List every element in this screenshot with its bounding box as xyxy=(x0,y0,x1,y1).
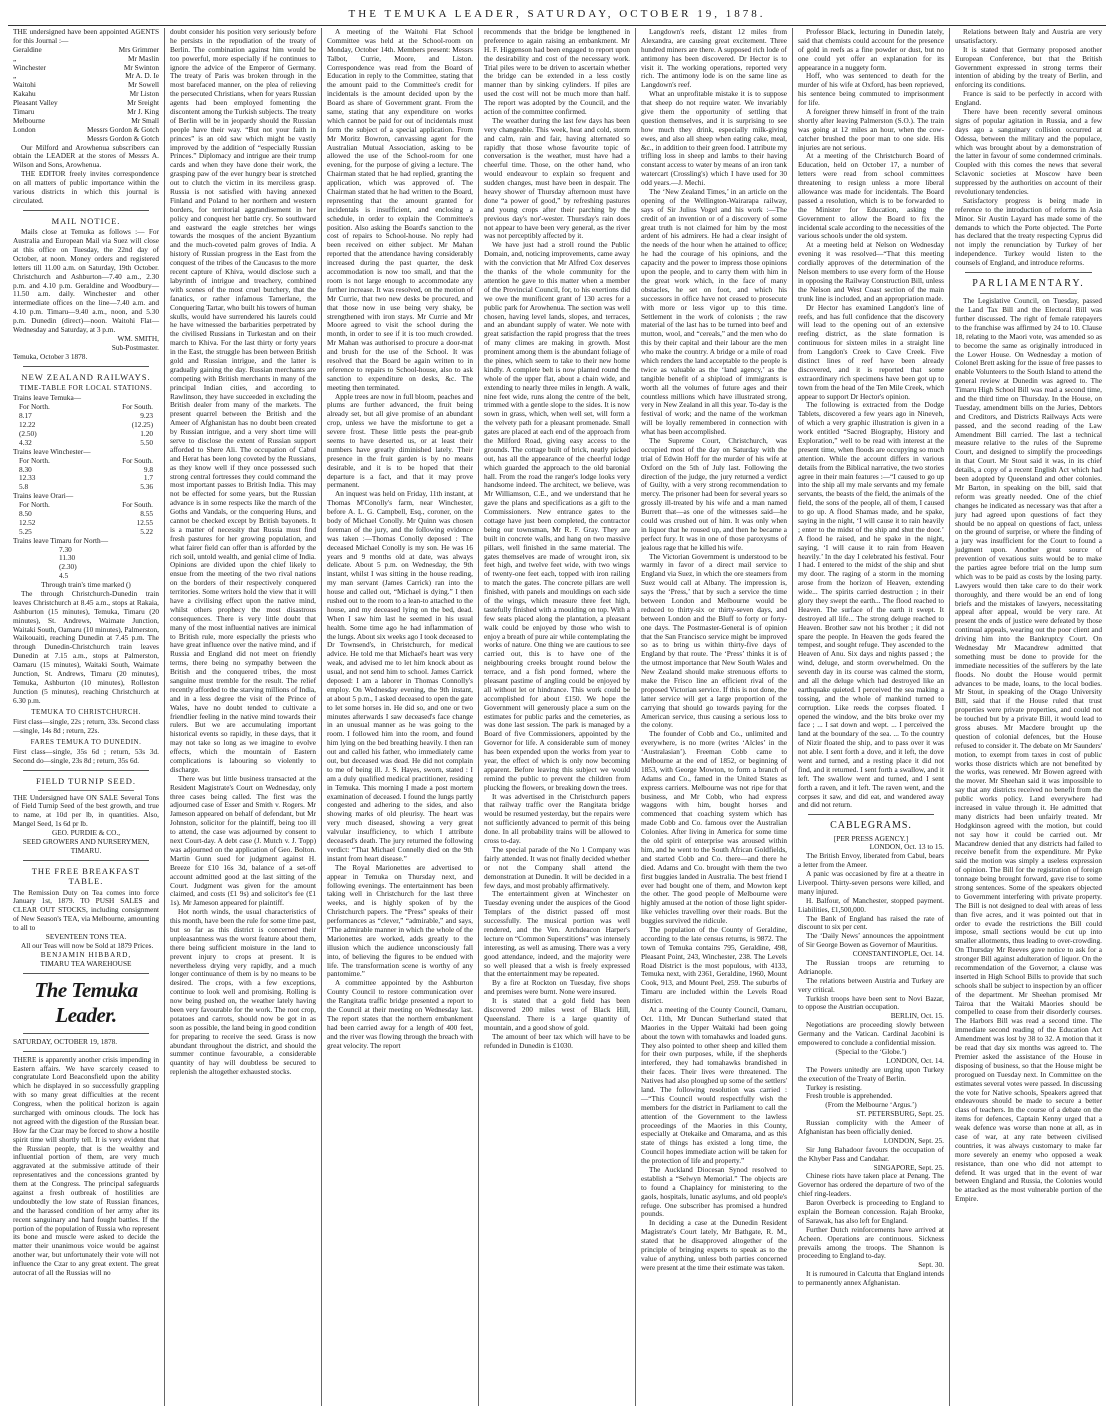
through-train-text: The through Christchurch-Dunedin train leaves Christchurch at 8.45 a.m., stops at Rakaia, Ashburton (15 minutes), Temuka, Timaru (20 minutes), St. Andrews, Waimate Junction, Waitaki South, Oamaru (10 minutes), Palmerston, Waikouaiti, reaching Dunedin at 7.45 p.m. The through Dunedin-Christchurch train leaves Dunedin at 7.15 a.m., stops at Palmerston, Oamaru (15 minutes), Waitaki South, Waimate Junction, St. Andrews, Timaru (20 minutes), Temuka, Ashburton (10 minutes), Rolleston Junction (5 minutes), reaching Christchurch at 6.30 p.m. xyxy=(13,589,159,705)
tea-text-2: All our Teas will now be Sold at 1879 Prices. xyxy=(21,940,154,950)
agent-place: „ xyxy=(13,71,17,81)
editor-note: THE EDITOR freely invites correspondence on all matters of public importance within the various districts in which this journal is circulated. xyxy=(13,169,159,205)
cable-item: Turkish troops have been sent to Novi Bazar, to oppose the Austrian occupation. xyxy=(798,993,944,1012)
dateline: ST. PETERSBURG, Sept. 25. xyxy=(856,1109,944,1119)
turnip-heading: FIELD TURNIP SEED. xyxy=(36,776,136,787)
divider xyxy=(980,293,1077,294)
timetable-row xyxy=(13,519,159,528)
divider xyxy=(23,860,149,861)
cable-item: Satisfactory progress is being made in reference to the introduction of reforms in Asia Minor. Sir Austin Layard has made some of the demands to which the Porte objected. The Porte has declared that the treaty respecting Cyprus did not imply the renunciation by Turkey of her independence. Turkey would listen to the counsels of England, and introduce reforms. xyxy=(955,195,1102,268)
cable-item: The relations between Austria and Turkey are very critical. xyxy=(798,975,944,994)
cable-source: (Special to the ‘Globe.’) xyxy=(835,1046,907,1056)
timetable-cell: (2.30) xyxy=(59,562,77,572)
article-fruit-trees: Apple trees are now in full bloom, peaches and plums are further advanced, the fruit being already set, but all give promise of an abundant crop, unless we have the misfortune to get a severe frost. These little pests the pear-grub seems to have deserted us, or at least their numbers have greatly diminished lately. Their presence in the fruit garden is by no means desirable, and it is to be hoped that their departure is a fact, and that it may prove permanent. xyxy=(327,391,473,490)
dateline: LONDON, Oct. 13 to 15. xyxy=(869,842,944,852)
dateline: Sept. 30. xyxy=(918,1260,944,1270)
mail-signature-title: Sub-Postmaster. xyxy=(111,342,159,352)
column-5 xyxy=(636,28,793,1406)
article-public-domain: We have just had a stroll round the Public Domain, and, noticing improvements, came away with the conviction that Mr Alfred Cox deserves the thanks of the whole community for the attention he gave to this matter when a member of the Provincial Council, for, to his exertions did we owe the munificent grant of 130 acres for a public park for Arowhenua. The section was well chosen, having level lands, slopes, and terraces, and an abundant supply of water. We note with great satisfaction the rapid progress that the trees of many climes are making in growth. Most prominent among them is the abundant foliage of the pines, which seem to take to their new home kindly. A complete belt is now planted round the whole of the upper flat, about a chain wide, and extending to nearly three miles in length. A walk, nine feet wide, runs along the centre of the belt, trimmed with a gentle slope to the sides. It is now sown in grass, which, when well set, will form a the velvety path for a pleasant promenade. Small gates are placed at each end of the approach from the Milford Road, giving easy access to the grounds. The cottage built of brick, neatly picked out, has all the appearance of the cheerful lodge which guarded the approach to the old baronial hall. From the road the ranger's lodge looks very handsome indeed. The architect, we believe, was Mr Williamson, C.E., and we understand that he gave the plans and specifications as a gift to the Commissioners. New entrance gates to the cottage have just been completed, the contractor being our townsman, Mr R. F. Gray. They are built in concrete walls, and hang on two massive pillars, well finished in the same material. The gates themselves are made of wrought iron, six feet high, and twelve feet wide, with two wings of twenty-one feet each, topped with iron railing to match the gates. The concrete pillars are well finished, with panels and mouldings on each side of the wings, which measure three feet high, tastefully finished with a moulding on top. With a few seats placed along the plantation, a pleasant walk could be enjoyed by those who wish to enjoy a breath of pure air while contemplating the works of nature. One thing we are cautious to see carried out, this is to have one of the neighbouring creeks brought round below the terrace, and a fish pond formed, where the pleasant pastime of angling could be enjoyed by all without let or hindrance. This work could be accomplished for about £150. We hope the Government will generously place a sum on the estimates for public parks and the cemeteries, as was done last session. The park is managed by a Board of five Commissioners, appointed by the Governor for life. A considerable sum of money has been expended upon the works from year to year, the effect of which is only now becoming apparent. Before leaving this subject we would remind the public to prevent the children from plucking the flowers, or breaking down the trees. xyxy=(484,240,630,792)
cable-item: It is stated that Germany proposed another European Conference, but that the British Government expressed in strong terms their intention of abiding by the treaty of Berlin, and enforcing its conditions. xyxy=(955,44,1102,90)
article-synod: The Auckland Diocesan Synod resolved to establish a “Selwyn Memorial.” The objects are to found a Chaplaincy for ministering to the gaols, hospitals, lunatic asylums, and old people's refuge. One subscriber has promised a hundred pounds. xyxy=(641,1165,787,1219)
agent-place: Pleasant Valley xyxy=(13,98,58,108)
cable-item: There have been recently several ominous signs of popular agitation in Russia, and a few days ago a sanguinary collision occurred at Odessa, between the military and the populace, which was brought about by a demonstration of the latter in favour of some condemned criminals. Coupled with this comes the news that several Sclavonic societies at Moscow have been suppressed by the authorities on account of their revolutionary tendencies. xyxy=(955,107,1102,197)
subscribers-note: Our Milford and Arowhenua subscribers can obtain the LEADER at the stores of Messrs A. Wilson and Sons, Arowhenua. xyxy=(13,142,159,170)
timetable-cell: 1.7 xyxy=(143,473,153,483)
timetable-row xyxy=(53,563,159,572)
article-bridge-continued: recommends that the bridge be lengthened in preference to again raising an embankment. Mr H. F. Higgenson had been engaged to report upon the desirability and cost of the necessary work. Trial piles were to be driven to ascertain whether the bridge can be extended in a less costly manner than by sinking cylinders. If piles are used the cost will not be much more than half. The report was adopted by the Council, and the action of the committee confirmed. xyxy=(484,28,630,117)
divider xyxy=(23,973,149,974)
article-weather-crops: Hot north winds, the usual characteristics of this month, have been the rule for some time past, but so far as this district is concerned their unpleasantness was the worst feature about them, there being sufficient moisture in the land to prevent injury to crops at present. It is nevertheless drying very rapidly, and a much longer continuance of them is by no means to be desired. The crops, with a few exceptions, continue to look well and promising. Rolling is now being pushed on, the weather lately having been very favourable for the work. The root crop, potatoes and carrots, should now be got in as soon as possible, the land being in good condition for preparing to receive the seed. Grass is now abundant throughout the district, and should the summer continue favourable, a considerable quantity of hay will doubtless be secured to replenish the altogether exhausted stocks. xyxy=(170,907,316,1077)
fares-heading-2: FARES TEMUKA TO DUNEDIN. xyxy=(30,737,142,746)
trains-temuka-heading: Trains leave Temuka— xyxy=(13,393,81,403)
cable-item: Turkey is resisting. xyxy=(806,1082,862,1092)
article-gold-field: It is stated that a gold field has been discovered 200 miles west of Black Hill, Queensland. There is a large quantity of mountain, and a good show of gold. xyxy=(484,996,630,1032)
cable-item: The Russian troops are returning to Adrianople. xyxy=(798,958,944,976)
timetable-subheading: TIME-TABLE FOR LOCAL STATIONS. xyxy=(19,383,153,392)
timetable-winchester xyxy=(13,457,159,493)
divider xyxy=(23,210,149,211)
article-vogel: The ‘New Zealand Times,’ in an article on the opening of the Wellington-Wairarapa railway, says of Sir Julius Vogel and his work :—The credit of an invention or of a discovery of some great truth is not claimed for him by the most ardent of his admirers. He had a clear insight of the needs of the hour when he attained to office; he had the courage of his opinions, and the capacity and the power to impress those opinions upon the people, and to carry them with him in the great work which, in the face of many obstacles, he set on foot, and which his successors in office have not ceased to prosecute with more or less vigor up to this time. Settlement in the work of colonists ; the raw material of the last has to be turned into beef and mutton, wool, and “cereals,” and the men who do this by their capital and their labour are the men who make the country. A bridge or a mile of road which renders the land acceptable to the people is twice as valuable as the ‘land agency,’ as the tangible benefit of a shipload of immigrants is worth all the volumes of future ages and their countless millions which have illustrated strong, very in New Zealand in all this year. To-day is the festival of work; and the name of the workman will be loyally remembered in connection with what has been accomplished. xyxy=(641,187,787,437)
trains-orari-heading: Trains leave Orari— xyxy=(13,491,74,501)
article-cobb-and-co: The founder of Cobb and Co., unlimited and everywhere, is no more (writes ‘Alcles’ in the ‘Australasian’). Freeman Cobb came to Melbourne at the end of 1852, or beginning of 1853, with George Mowton, to form a branch of Adams and Co., famed in the United States as express carriers. Melbourne was not ripe for that business, and Mr Cobb, who had express waggons with him, bought horses and commenced that coaching system which has made Cobb and Co. famous over the Australian Colonies. After living in America for some time the old spirit of enterprise was aroused within him, and he went to the South African Goldfields, and started Cobb and Co. there—and there he died. Adams and Co. brought with them the two first buggies landed in Australia. The best friend I ever had bought one of them, and Mowton kept the other. The good people of Melbourne were highly amused at the notion of those light spider-like vehicles travelling over their roads. But the buggies survived the ridicule. xyxy=(641,729,787,926)
article-rm-court-dunedin: In deciding a case at the Dunedin Resident Magistrate's Court lately, Mr Bathgate, R. M., stated that he disapproved altogether of the principle of bringing experts to speak as to the value of anything, unless both parties concerned were present at the time their estimate was taken. xyxy=(641,1218,787,1272)
divider xyxy=(23,1033,149,1034)
dateline: BERLIN, Oct. 15. xyxy=(890,1011,944,1021)
article-sheep-water: What an unprofitable mistake it is to suppose that sheep do not require water. We invariably give them the opportunity of settling that question themselves, and it is surprising to see how much they drink, especially milk-giving ewes, and also all sheep when eating cake, meal, &c., in addition to their green food. I attribute my trifling loss in sheep and lambs to their having constant access to water by means of an iron tank watercart (Crossling's) which I have used for 30 odd years.—J. Mechi. xyxy=(641,89,787,188)
timetable-row xyxy=(13,430,159,439)
issue-date: SATURDAY, OCTOBER 19, 1878. xyxy=(13,1036,118,1046)
divider xyxy=(965,272,1092,273)
article-rm-court: There was but little business transacted at the Resident Magistrate's Court on Wednesday, only three cases being called. The first was the adjourned case of Esser and Smith v. Rogers. Mr Jameson appeared on behalf of defendant, but Mr Johnston, solicitor for the plaintiff, being too ill to attend, the case was adjourned by consent to next Court-day. A debt case (J. Mutch v. J. Topp) was adjourned on the application of Geo. Bolton. Martin Gunn sued for judgment against H. Breeze for £10 16s 3d, balance of a set-off account admitted good at the last sitting of the Court. Judgment was given for the amount claimed, and costs (£1 9s) and solicitor's fee (£1 1s). Mr Jameson appeared for plaintiff. xyxy=(170,773,316,908)
trains-winchester-heading: Trains leave Winchester— xyxy=(13,446,91,456)
column-2 xyxy=(165,28,322,1406)
column-3 xyxy=(322,28,479,1406)
article-board-education: At a meeting of the Christchurch Board of Education, held on October 17, a number of letters were read from school committees threatening to resign unless a more liberal allowance was made for incidentals. The Board passed a resolution, which is to be forwarded to the Minister for Education, asking the Government to allow the Board to fix the incidental scale according to the necessities of the various schools under the old system. xyxy=(798,151,944,241)
editorial-text: THERE is apparently another crisis impending in Eastern affairs. We have scarcely ceased to congratulate Lord Beaconsfield upon the ability which he displayed in so successfully grappling with so many great difficulties at the recent Congress, when the political horizon is again surcharged with ominous clouds. The lock has not agreed with the digestion of the Russian bear. How far the Czar may be forced to show a hostile spirit time will shortly tell. It is very evident that the Russian people, that is the wealthy and influential portion of them, are very much aggravated at the submissive attitude of their representatives and the concessions granted by them at the Congress. The principal safeguards against a fresh outbreak of hostilities are undoubtedly the low state of Russian finances, and the harassed condition of her army after its recent sanguinary and hard fought battles. If the portion of the population of Russia who represent its bone and muscle were asked to decide the matter their unanimous voice would be against another war, but unfortunately their vote will not influence the Czar to any great extent. The great autocrat of all the Russias will no xyxy=(13,1054,159,1278)
cablegrams-agency: [PER PRESS AGENCY.] xyxy=(833,833,909,843)
cable-item: Baron Overbeck is proceeding to England to explain the Bornean concession. Rajah Brooke, of Sarawak, has also left for England. xyxy=(798,1198,944,1225)
divider xyxy=(23,366,149,367)
article-train-accident: A foreigner threw himself in front of the train shortly after leaving Palmerston (S.O.). The train was going at 12 miles an hour, when the cow-catcher brushed the poor man to one side. His injuries are not serious. xyxy=(798,107,944,152)
mail-date: Temuka, October 3 1878. xyxy=(13,351,88,361)
article-parade: The special parade of the No 1 Company was fairly attended. It was not finally decided whether or not the Company shall attend the demonstration at Dunedin. It will be decided in a few days, and most probably affirmatively. xyxy=(484,844,630,890)
timetable-cell: 5.36 xyxy=(140,482,153,492)
agent-place: Geraldine xyxy=(13,44,42,54)
timetable-cell: 8.30 xyxy=(19,464,32,474)
tea-amount: SEVENTEEN TONS TEA. xyxy=(45,931,127,941)
agent-name: Mr Small xyxy=(131,115,159,125)
article-inquest: An inquest was held on Friday, 11th instant, at Thomas M'Conolly's farm, near Winchester, before A. L. G. Campbell, Esq., coroner, on the body of Michael Conolly. Mr Quinn was chosen foreman of the jury, and the following evidence was taken :—Thomas Conolly deposed : The deceased Michael Conolly is my son. He was 16 years and 9 months old at date, was always delicate. About 5 p.m. on Wednesday, the 9th instant, whilst I was sitting in the house reading, my man servant (James Carrick) ran into the house and called out, “Michael is dying.” I then rushed out to the room to a lean-to attached to the house, and my deceased lying on the bed, dead. When I saw him last he seemed in his usual health. Some time ago he had inflammation of the lungs. About six weeks ago I took deceased to Dr Townsend's, in Christchurch, for medical advice. He told me that Michael's heart was very weak, and advised me to let him knock about as usual, and not send him to school. James Carrick deposed: I am a laborer in Thomas Connolly's employ. On Wednesday evening, the 9th instant, at about 5 p.m., I asked deceased to open the gate to let some horses in. He did so, and one or two minutes afterwards I saw deceased's face change in an unusual manner as he was going to the room. I followed him into the room, and found him lying on the bed breathing heavily. I then ran out and called his father, who immediately came out, but deceased was dead. He did not complain to me of being ill. J. S. Hayes, sworn, stated : I am a duly qualified medical practitioner, residing in Temuka. This morning I made a post mortem examination of deceased. I found the lungs partly congested and adhering to the sides, and also showing marks of old pleurisy. The heart was very much diseased, showing a very great valvular insufficiency, to which I attribute deceased's death. The jury returned the following verdict: “That Michael Connelly died on the 9th instant from heart disease.” xyxy=(327,489,473,863)
article-mail-service: The Victorian Government is understood to be warmly in favor of a direct mail service to England via Suez, in which the ore steamers from Suez would call at Albany. The impression is, says the ‘Press,’ that by such a service the time between London and Melbourne would be reduced to thirty-six or thirty-seven days, and between London and the Bluff to forty or forty-one days. The Postmaster-General is of opinion that the San Francisco service might be improved so as to bring us within thirty-five days of England by that route. The ‘Press’ thinks it is of the utmost importance that New South Wales and New Zealand should make strenuous efforts to make the Frisco line an efficient rival of the proposed Victorian service. If this is not done, the latter service will get a large proportion of the carrying that should go towards paying for the American service, thus causing a serious loss to the colony. xyxy=(641,551,787,730)
mail-notice-text: Mails close at Temuka as follows :— For Australia and European Mail via Suez will close at this office on Tuesday, the 22nd day of October, at noon. Money orders and registered letters till 11.00 a.m. on Saturday, 19th October. Christchurch and Ashburton—7.40 a.m., 2.30 p.m. and 4.10 p.m. Geraldine and Woodbury—11.50 a.m. daily. Winchester and other intermediate offices on the line—7.40 a.m. and 4.10 p.m. Timaru—9.40 a.m., noon, and 5.30 p.m. Dunedin (direct)—noon. Waitohi Flat—Wednesday and Saturday, at 3 p.m. xyxy=(13,227,159,334)
article-hoff-reprieve: Hoff, who was sentenced to death for the murder of his wife at Oxford, has been reprieved, his sentence being commuted to imprisonment for life. xyxy=(798,71,944,108)
timetable-cell: 1.20 xyxy=(140,428,153,438)
timetable-cell: 5.22 xyxy=(140,526,153,536)
agent-name: Mr Swinton xyxy=(123,62,159,72)
timetable-column-label: For South. xyxy=(122,402,153,412)
agent-name: Mr Liston xyxy=(129,89,159,99)
mail-notice-heading: MAIL NOTICE. xyxy=(51,215,121,226)
article-hector-reefs: Dr Hector has examined Langdon's line of reefs, and has full confidence that the discovery will lead to the opening out of an extensive reefing district, as the slate formation is continuous for sixteen miles in a straight line from Langdon's Creek to Cave Creek. Five distinct lines of reef have been already discovered, and it is reported that some extraordinary rich specimens have been got up to town from the head of the Ten Mile Creek, which appear to support Dr Hector's opinion. xyxy=(798,302,944,401)
timetable-cell: 12.22 xyxy=(19,420,36,430)
page-columns xyxy=(8,28,1108,1406)
cable-item: A panic was occasioned by fire at a theatre in Liverpool. Thirty-seven persons were killed, and many injured. xyxy=(798,869,944,896)
cable-item: The British Envoy, liberated from Cabul, bears a letter from the Ameer. xyxy=(798,851,944,870)
cable-source: (From the Melbourne ‘Argus.’) xyxy=(825,1100,917,1110)
trains-timaru-heading: Trains leave Timaru for North— xyxy=(13,535,108,545)
timetable-cell: 5.50 xyxy=(140,437,153,447)
dateline: LONDON, Oct. 14. xyxy=(886,1055,944,1065)
tea-signature: BENJAMIN HIBBARD, xyxy=(40,949,132,959)
timetable-column-label: For North. xyxy=(19,500,50,510)
agent-place: Kakahu xyxy=(13,89,36,99)
timetable-cell: 4.5 xyxy=(59,571,69,581)
turnip-text: THE Undersigned have ON SALE Several Tons of Field Turnip Seed of the best growth, and true to name, at 10d per lb, in quantities. Also, Mangel Seed, 1s 6d pr lb. xyxy=(13,792,159,829)
article-supreme-court: The Supreme Court, Christchurch, was occupied most of the day on Saturday with the trial of Edwin Hoff for the murder of his wife at Oxford on the 5th of July last. Following the direction of the judge, the jury returned a verdict of Guilty, with a very strong recommendation to mercy. The prisoner had been for several years so grossly ill-treated by his wife and a man named Burrett that—as one of the witnesses said—he could was crushed out of him. It was only when in liquor that he roused up, and then he became a perfect fury. It was in one of those paroxysms of jealous rage that he killed his wife. xyxy=(641,435,787,552)
cable-item: France is said to be perfectly in accord with England. xyxy=(955,89,1102,108)
timetable-column-label: For North. xyxy=(19,402,50,412)
article-flood-tablets: The following is extracted from the Dodge Tablets, discovered a few years ago in Nineveh, of which a very graphic illustration is given in a work entitled “Sacred Biography, History and Exploration,” well to be read with interest at the present time, when floods are occupying so much attention. While the account differs in various details from the Biblical narrative, the two stories agree in their main features :—“I caused to go up into the ship all my male servants and my female servants, the beasts of the field, the animals of the field, the sons of the people, all of them, I caused to go up. A flood Shamas made, and he spake, saying in the night, ‘I will cause it to rain heavily ; enter to the midst of the ship and shut the door.’ A flood he raised, and he spake in the night, saying, ‘I will cause it to rain from Heaven heavily.’ In the day I celebrated his festival. Four I had. I entered to the midst of the ship and shut my door. The raging of a storm in the morning arose from the horizon of Heaven, extending wide... The spirits carried destruction ; in their glory they swept the earth... The flood reached to Heaven. The surface of the earth it swept. It destroyed all life... The strong deluge reached to Heaven. Brother saw not his brother ; it did not spare the people. In Heaven the gods feared the tempest, and sought refuge. They ascended to the Heaven of Anu. Six days and nights passed ; the wind, deluge, and storm overwhelmed. On the seventh day in its course was calmed the storm, and all the deluge which had destroyed like an earthquake quieted. I perceived the sea making a tossing, and the whole of mankind turned to corruption. Like reeds the corpses floated. I opened the window, and the bits broke over my face ; ... I sat down and wept. ... I perceived the land at the boundary of the sea. ... To the country of Nizir floated the ship, and to pass over it was not able. I sent forth a dove, and it left, the dove went and turned, and a resting place it did not find, and it returned. I sent forth a swallow, and it left. The swallow went and turned, and I sent forth a raven, and it left. The raven went, and the corpses it saw, and did eat, and wandered away and did not return. xyxy=(798,400,944,810)
timetable-column-label: For North. xyxy=(19,455,50,465)
timetable-row xyxy=(13,474,159,483)
article-population: The population of the County of Geraldine, according to the late census returns, is 9872. The town of Temuka contains 795, Geraldine, 498, Pleasant Point, 243, Winchester, 238. The Levels Road District is the most populous, with 4133, Temuka next, with 2361, Geraldine, 1960, Mount Cook, 913, and Mount Peel, 259. The suburbs of Timaru are included within the Levels Road district. xyxy=(641,924,787,1006)
timetable-temuka xyxy=(13,403,159,447)
article-fire: By a fire at Rockton on Tuesday, five shops and premises were burnt. None were insured. xyxy=(484,978,630,997)
divider xyxy=(808,814,934,815)
divider xyxy=(23,1051,149,1052)
timetable-cell: 9.8 xyxy=(143,464,153,474)
timetable-timaru xyxy=(13,546,159,582)
dateline: SINGAPORE, Sept. 25. xyxy=(873,1162,944,1172)
newspaper-title: The Temuka Leader. xyxy=(34,977,138,1028)
cable-item: Fresh trouble is apprehended. xyxy=(806,1091,893,1101)
agent-name: Mr Sowell xyxy=(127,80,159,90)
masthead: THE TEMUKA LEADER, SATURDAY, OCTOBER 19, 1878. xyxy=(348,8,766,20)
agent-name: Messrs Gordon & Gotch xyxy=(87,124,159,134)
fares-text: First class—single, 22s ; return, 33s. Second class—single, 14s 8d ; return, 22s. xyxy=(13,717,159,736)
timetable-cell: 12.52 xyxy=(19,517,36,527)
cable-item: H. Balfour, of Manchester, stopped payment. Liabilities, £1,500,000. xyxy=(798,895,944,914)
agent-name: Mr A. D. Ie xyxy=(125,71,159,81)
cable-item: The ‘Daily News’ announces the appointment of Sir George Bowen as Governor of Mauritius. xyxy=(798,931,944,950)
article-langdown-reefs: Langdown's reefs, distant 12 miles from Alexandra, are causing great excitement. Three hundred miners are there. A supposed rich lode of antimony has been discovered. Dr Hector is to visit it. The working operations, reported very rich. The antimony lode is on the same line as Langdown's reef. xyxy=(641,28,787,90)
article-beer-tax: The amount of beer tax which will have to be refunded in Dunedin is £1030. xyxy=(484,1031,630,1050)
article-nelson-meeting: At a meeting held at Nelson on Wednesday evening it was resolved—“That this meeting cordially approves of the determination of the Nelson members to use every form of the House in opposing the Railway Construction Bill, unless the Nelson and West Coast section of the main trunk line is included, and an appropriation made. xyxy=(798,240,944,303)
turnip-place: TIMARU. xyxy=(70,845,102,855)
column-4 xyxy=(479,28,636,1406)
cable-item: Further Dutch reinforcements have arrived at Acheen. Operations are continuous. Sickness prevails among the troops. The Shannon is proceeding to England to-day. xyxy=(798,1224,944,1261)
timetable-cell: (12.25) xyxy=(131,420,153,430)
timetable-header xyxy=(13,457,159,466)
timetable-cell: 4.32 xyxy=(19,437,32,447)
cable-item: Chinese riots have taken place at Penang. The Governor has ordered the departure of two of the chief ring-leaders. xyxy=(798,1171,944,1199)
article-rangitata-bridge: A committee appointed by the Ashburton County Council to restore communication over the Rangitata traffic bridge presented a report to the Council at their meeting on Wednesday last. The report states that the northern embankment had been carried away for a length of 400 feet, and the river was flowing through the breach with great velocity. The report xyxy=(327,978,473,1050)
column-1 xyxy=(8,28,165,1406)
divider xyxy=(23,770,149,771)
timetable-cell: 12.33 xyxy=(19,473,36,483)
timetable-header xyxy=(13,501,159,510)
cable-item: Relations between Italy and Austria are very unsatisfactory. xyxy=(955,28,1102,45)
agents-intro: THE undersigned have been appointed AGENTS for this Journal :— xyxy=(13,28,159,45)
agent-place: Waitohi xyxy=(13,80,36,90)
agent-place: „ xyxy=(13,53,17,63)
cable-item: Negotiations are proceeding slowly between Germany and the Vatican. Cardinal Jacobini is empowered to conclude a confidential mission. xyxy=(798,1020,944,1048)
article-county-council: At a meeting of the County Council, Oamaru, Oct. 11th, Mr Duncan Sutherland stated that Maories in the Upper Waitaki had been going about the town with tomahawks and loaded guns. They also pointed to other sheep and killed them for their own purposes, while, if the shepherds interfered, they had tomahawks brandished in their faces. Their lives were threatened. The Natives had also ploughed up some of the settlers' land. The following resolution was carried :—“This Council would respectfully wish the members for the district in Parliament to call the attention of the Government to the lawless proceedings of the Maories in this County, especially at Otekaike and Omarama, and as this state of things has existed a long time, the Council hopes immediate action will be taken for the protection of life and property.” xyxy=(641,1004,788,1166)
tea-heading: THE FREE BREAKFAST TABLE. xyxy=(31,865,141,887)
parliamentary-text: The Legislative Council, on Tuesday, passed the Land Tax Bill and the Electoral Bill was further discussed. The right of female ratepayers to the franchise was affirmed by 24 to 10. Clause 18, relating to the Maori vote, was amended so as to become the same as originally introduced in the Lower House. On Wednesday a motion of Colonel Brett asking for the issue of free passes to enable Volunteers to the South Island to attend the general review at Dunedin was agreed to. The Timaru High School Bill was read a second time, and the third time on Thursday. In the House, on Tuesday, amendment bills on the Juries, Debtors and Creditors, and Districts Railways Acts were passed, and the second reading of the Law Amendment Bill carried. The last a technical measure relative to the rules of the Supreme Court, and designed to simplify the proceedings in that Court. Mr Stout said it was, in its chief details, a copy of a recent English Act which had been adopted by Queensland and other colonies. Mr Barton, in speaking on the bill, said that reform was greatly needed. One of the chief changes he indicated as necessary was that after a jury had agreed upon questions of fact they should be no appeal on questions of fact, unless on the ground of surprise, or where the finding of a jury was insufficient for the Court to found a judgment upon. Another great source of prevention of vexatious suits would be to make the parties agree before trial on the lump sum which was to be paid as costs by the losing party. Lawyers would then take care to do their work thoroughly, and there would be an end of long briefs and the mistakes of lawyers, necessitating appeal after appeal, would be very rare. At present the ends of justice were defeated by those continual appeals, wearing out the poor client and driving him into the Bankruptcy Court. On Wednesday Mr Macandrew admitted that something must be done to provide for the immediate necessities of the sufferers by the late floods. No doubt the House would permit advances to be made, loans, to the local bodies. Mr Stout, in speaking of the Otago University Bill, said that if the House ruled that trust properties were private properties, and could not be touched but by a private Bill, it would lead to gross abuses. Mr Macdere brought up the question of colonial defences, but the House refused to consider it. The debate on Mr Saunders' motion, to exempt from taxes in cost of public works those districts which are not benefited by the works, was renewed. Mr Bowen agreed with the mover. Mr Sheehan said it was impossible to say that any districts received no benefit from the public works policy. Land everywhere had increased in value through it. He admitted that many districts had been unfairly treated. Mr Hodgkinson agreed with the motion, but could not say how it could be carried out. Mr Macandrew denied that any districts had failed to receive benefit from the expenditure. Mr Pyke said the motion was simply a useless expression of opinion. The Bill for the registration of foreign tonnage being brought forward, gave rise to some strong sentences. Some of the speakers objected to Government interfering with private property. The Bill is not designed to deal with areas of less than five acres, and it was pointed out that in order to evade the restrictions the Bill could impose, small sections would be cut up into smaller allotments, thus leading to over-crowding. On Thursday Mr Reeves gave notice to ask for a stronger Bill against adulteration of liquor. On the recommendation of the Governor, a clause was inserted in High School Bills to provide that such schools shall be subject to inspection by an officer of the department. Mr Sheehan promised Mr Tairoa that the Waitaki Maories should be compelled to cease from their disorderly courses. The Harbors Bill was read a second time. The immediate second reading of the Education Act Amendment was lost by 38 to 32. A motion that it be read that day six months was agreed to. The Premier asked the assistance of the House in disposing of business, so that the House might be prorogued on Tuesday next. In Committee on the estimates several votes were passed. In discussing the vote for Native schools, Speakers agreed that endeavours should be made to secure a better class of teachers. In the course of a debate on the items for defences, Captain Kenny urged that a weak defence was worse than none at all, as in case of war, at any rate between civilised countries, it was always customary to make far more severely an enemy who opposed a weak resistance, than one who did not attempt to defend. It was urged that in the event of war between England and Russia, the Colonies would be attacked as the most vulnerable portion of the Empire. xyxy=(955,296,1102,1204)
cable-item: The Powers unitedly are urging upon Turkey the execution of the Treaty of Berlin. xyxy=(798,1064,944,1083)
timetable-header xyxy=(13,403,159,412)
parliamentary-heading: PARLIAMENTARY. xyxy=(972,278,1085,290)
turnip-signature-title: SEED GROWERS AND NURSERYMEN, xyxy=(22,837,150,847)
dateline: CONSTANTINOPLE, Oct. 14. xyxy=(852,949,944,959)
column-6 xyxy=(793,28,950,1406)
cable-item: The Bank of England has raised the rate of discount to six per cent. xyxy=(798,913,944,932)
fares-text-2: First class—single, 35s 6d ; return, 53s 3d. Second do—single, 23s 8d ; return, 35s 6d. xyxy=(13,747,159,766)
timetable-cell: (2.50) xyxy=(19,428,37,438)
article-school-committee: A meeting of the Waitohi Flat School Committee was held at the School-room on Monday, October 14th. Members present: Messrs Talbot, Currie, Moore, and Liston. Correspondence was read from the Board of Education in reply to the Committee, stating that the amount paid to the Committee's credit for incidentals is the amount decided upon by the Board as share of Government grant. From the same, stating that any expenditure on works which cannot be paid for out of incidentals must form the subject of a special application. From Mr Moritz Bowron, canvassing agent for the Australian Mutual Association, asking to be allowed the use of the School-room for one evening, for the purpose of giving a lecture. The Chairman stated that he had replied, granting the application, which was approved of. The Chairman stated that he had written to the Board, representing that the amount granted for incidentals is insufficient, and enclosing a schedule, in order to explain the Committee's position. Also asking the Board's sanction to the cost of repairs to School-house. No reply had been received on either subject. Mr Mahan reported that the attendance having considerably increased during the past quarter, the desk accommodation is now too small, and that the room is not large enough to accommodate any further increase. It was resolved, on the motion of Mr Currie, that two new desks be procured, and that those now in use being very shaky, be strengthened with iron stays. Mr Currie and Mr Moore agreed to visit the school during the month, in order to see if it is too much crowded. Mr Mahan was authorised to procure a door-mat and brush for the use of the School. It was resolved that the Board be again written to in reference to repairs to School-house, also to ask sanction to expenditure on desks, &c. The meeting then terminated. xyxy=(327,28,473,392)
timetable-column-label: For South. xyxy=(122,455,153,465)
timetable-cell: 8.17 xyxy=(19,411,32,421)
timetable-cell: 5.25 xyxy=(19,526,32,536)
cable-item: It is rumoured in Calcutta that England intends to permanently annex Afghanistan. xyxy=(798,1269,944,1288)
agent-place: London xyxy=(13,124,36,134)
timetable-cell: 7.30 xyxy=(59,544,72,554)
masthead-rule xyxy=(8,25,1106,26)
timetable-cell: 11.30 xyxy=(59,553,76,563)
divider xyxy=(38,790,134,791)
agents-list xyxy=(13,46,159,144)
tea-text: The Remission Duty on Tea comes into force January 1st, 1879. TO PUSH SALES and CLEAR OUT STOCKS, including consignment of New Season's TEA, via Melbourne, amounting to all to xyxy=(13,887,159,933)
timetable-cell: 5.8 xyxy=(19,482,29,492)
dateline: LONDON, Sept. 25. xyxy=(883,1135,944,1145)
agent-place: Melbourne xyxy=(13,115,46,125)
agent-name: Mrs Grimmer xyxy=(118,44,159,54)
article-professor-black: Professor Black, lecturing in Dunedin lately, said that chemists could account for the presence of gold in reefs as a fine powder or dust, but no one could yet offer an explanation for its appearance in a nuggety form. xyxy=(798,28,944,72)
tea-signature-title: TIMARU TEA WAREHOUSE xyxy=(40,958,132,968)
cable-item: Russian complicity with the Ameer of Afghanistan has been officially denied. xyxy=(798,1118,944,1136)
article-winchester-entertainment: The entertainment given at Winchester on Tuesday evening under the auspices of the Good Templars of the district passed off most successfully. The musical portion was well rendered, and the Ven. Archdeacon Harper's lecture on “Common Superstitions” was intensely interesting, as well as amusing. There was a very good attendance, indeed, and the majority were so well pleased that a wish is freely expressed that the entertainment may be repeated. xyxy=(484,889,630,979)
cablegrams-heading: CABLEGRAMS. xyxy=(830,820,912,832)
article-marionettes: The Royal Marionettes are advertised to appear in Temuka on Thursday next, and following evenings. The entertainment has been taking well in Christchurch for the last three weeks, and is highly spoken of by the Christchurch papers. The “Press” speaks of their performances as “clever,” “admirable,” and says, “The admirable manner in which the whole of the Marionettes are worked, adds greatly to the illusion which the audience unconsciously fall into, of believing the figures to be endued with life. The transformation scene is worthy of any pantomime.” xyxy=(327,862,473,979)
turnip-signature: GEO. PURDIE & CO., xyxy=(51,828,121,838)
timetable-cell: 8.55 xyxy=(140,509,153,518)
agent-name: Mr J. King xyxy=(127,107,159,117)
timetable-column-label: For South. xyxy=(122,500,153,510)
timetable-cell: 12.55 xyxy=(136,517,153,527)
through-note: Through train's time marked () xyxy=(41,580,131,590)
timetable-orari xyxy=(13,501,159,537)
column-7 xyxy=(950,28,1107,1406)
railways-heading: NEW ZEALAND RAILWAYS. xyxy=(21,371,151,382)
article-weather: The weather during the last few days has been very changeable. This week, heat and cold, storm and calm, rain and fair, having alternated so rapidly that those whose favourite topic of conversation is the weather, must have had a cheerful time. Those, on the other hand, who would endeavour to explain so frequent and sudden changes, must have been in despair. The heavy shower of Thursday afternoon must have done “a power of good,” by refreshing pastures and young crops after their parching by the previous day's nor'-wester. Thursday's rain does not appear to have been very general, as the river was not perceptibly affected by it. xyxy=(484,115,630,241)
fares-heading: TEMUKA TO CHRISTCHURCH. xyxy=(31,707,141,716)
agent-place: Winchester xyxy=(13,62,46,72)
agent-place: Timaru xyxy=(13,107,35,117)
agent-name: Messrs Gordon & Gotch xyxy=(87,133,159,143)
agent-name: Mr Sreight xyxy=(127,98,159,108)
cable-item: Sir Jung Bahadoor favours the occupation of the Khyber Pass and Candahar. xyxy=(798,1144,944,1163)
agent-name: Mr Maslin xyxy=(127,53,159,63)
timetable-cell: 8.50 xyxy=(19,509,32,518)
article-railway-traffic: It was advertised in the Christchurch papers that railway traffic over the Rangitata bridge would be resumed yesterday, but the repairs were not sufficiently advanced to permit of this being done. In all probability trains will be allowed to cross to-day. xyxy=(484,791,630,846)
mail-signature: WM. SMITH, xyxy=(117,333,159,343)
timetable-cell: 9.23 xyxy=(140,411,153,421)
editorial-continued: doubt consider his position very seriously before he persists in the repudiation of the treaty of Berlin. The combination against him would be too powerful, more especially if he continues to ignore the advice of the Emperor of Germany. The treaty of Paris was broken through in the most barefaced manner, on the plea of relieving the persecuted Christians, when for years Russian agents had been employed fomenting the discontent among the Turkish subjects. The treaty of Berlin will be in jeopardy should the Russian people have their way. “But not your faith in princes” is an old saw which might be vastly improved by the addition of “especially Russian Princes.” Diplomacy and intrigue are their trump cards and when they have done their work, the grasping paw of the ever hungry bear is stretched out to clutch the victim in its merciless grasp. Russia is not satisfied with having annexed Finland and Poland to her northern and western borders, for territorial aggrandisement in her policy and conquest her battle cry. So southward and eastward the eagle stretches her wings towards the mosques of the ancient Byzantium and the much-coveted palm groves of India. A history of Russian progress in the East from the conquest of the tribes of the Caucasus to the more recent capture of Khiva, would disclose such a labyrinth of intrigue and treachery, combined with scenes of the most cruel butchery, that the fanatics, or rather infamous Tamerlane, the Conquering Tartar, who built his towers of human skulls, would have surrendered his laurels could he have witnessed the barbarities perpetrated by the civilised Russians in Turkestan and on their march to Khiva. For the last thirty or forty years in the East, the struggle has been between British gold and Russian intrigue, and the latter is gradually gaining the day. Russian merchants are competing with British merchants in many of the principal Indian cities, and according to Rawlinson, they have succeeded in excluding the British dealer from many of the markets. The present quarrel between the British and the Ameer of Afghanistan has no doubt been created by Russian intrigue, and a very short time will serve to disclose the extent of Russian support afforded to Shere Ali. The occupation of Cabul and Herat has been long coveted by the Russians, as they know well if they once possessed such strong central fortresses they could command the most important passes to British India. This may not be effected for some years, but the Russian advance is in some respects like the march of the Goths and Vandals, or the conquering Huns, and cannot be checked except by British bayonets. It is a matter of necessity that Russia must find fresh pastures for her growing population, and what fairer field can offer than is afforded by the rich soil, untold wealth, and genial clime of India. Opinions are divided upon the chief likely to ensue from the meeting of the two rival nations on the borders of their respectively conquered territories. Some writers hold the view that it will have a civilising effect upon the native mind, whilst others prophecy the most disastrous consequences. There is very little doubt that many of the most influential natives are inimical to British rule, more especially the priests who have great influence over the native mind, and if Russia and England did not meet on friendly terms, there being no sympathy between the British and the conquered tribes, the most sanguine must tremble for the result. The relief recently afforded to the starving millions of India, and in a less degree the visit of the Prince of Wales, have no doubt tended to cultivate a friendlier feeling in the native mind towards their rulers. But we are accumulating important historical events so rapidly, in these days, that it may not take so long as we imagine to evolve effects, which the mountain of Eastern complications is labouring so violently to discharge. xyxy=(170,28,316,774)
